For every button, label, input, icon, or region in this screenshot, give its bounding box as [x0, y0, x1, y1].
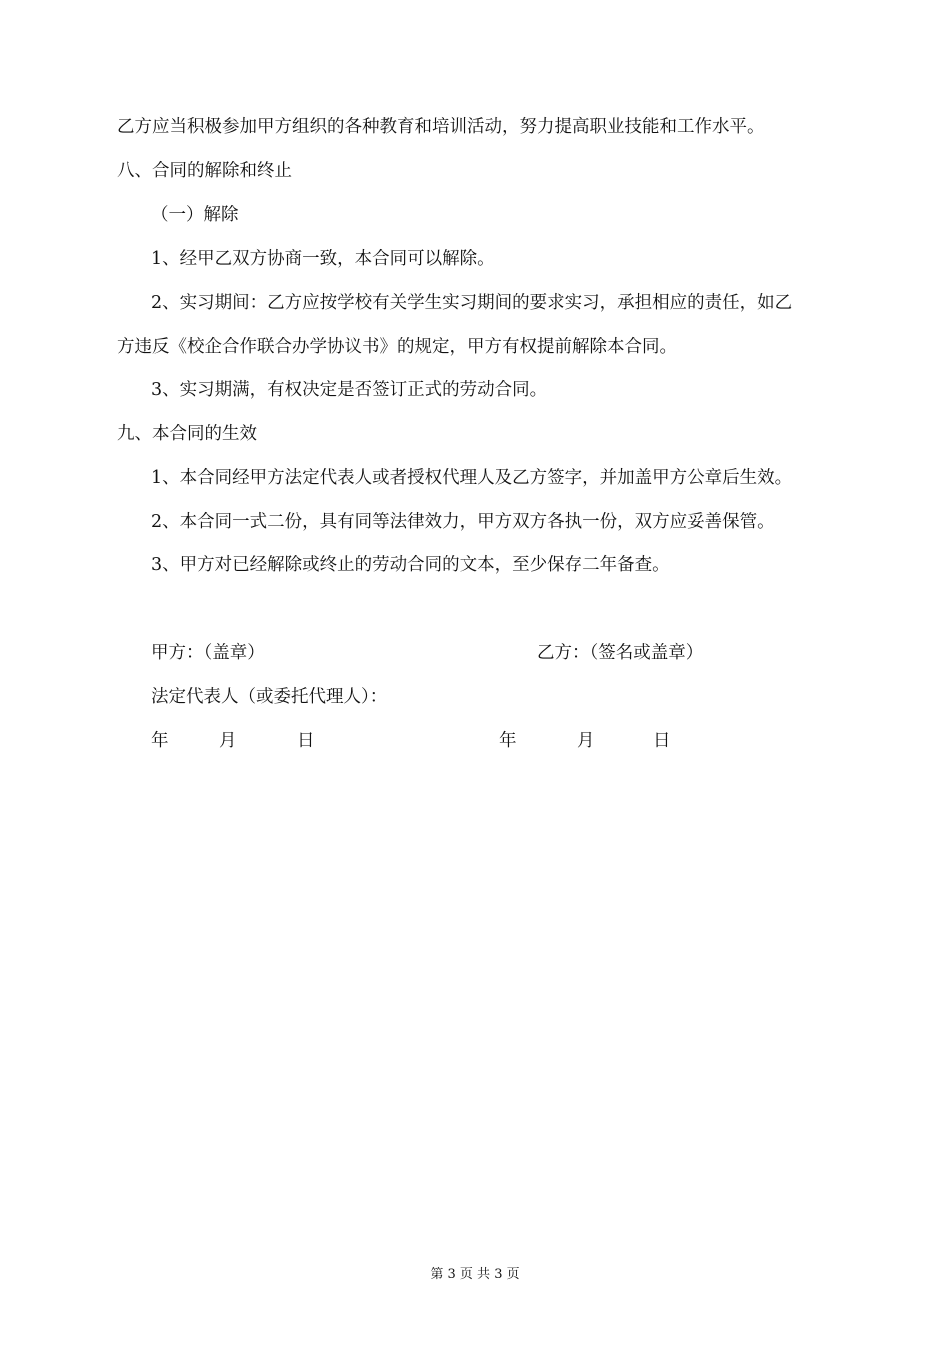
party-b-date-year: 年 [499, 731, 517, 751]
party-a-date-year: 年 [151, 731, 169, 751]
section-8-item-2-line-1: 2、实习期间：乙方应按学校有关学生实习期间的要求实习，承担相应的责任，如乙 [151, 293, 793, 313]
party-b-date-day: 日 [653, 731, 671, 751]
paragraph-continuation: 乙方应当积极参加甲方组织的各种教育和培训活动，努力提高职业技能和工作水平。 [117, 117, 765, 137]
section-9-item-3: 3、甲方对已经解除或终止的劳动合同的文本，至少保存二年备查。 [151, 555, 670, 575]
page-number-footer: 第 3 页 共 3 页 [430, 1267, 520, 1282]
legal-representative-label: 法定代表人（或委托代理人）： [151, 687, 388, 707]
section-9-heading: 九、本合同的生效 [117, 424, 257, 444]
party-b-date-month: 月 [577, 731, 595, 751]
section-8-item-2-line-2: 方违反《校企合作联合办学协议书》的规定，甲方有权提前解除本合同。 [117, 337, 677, 357]
section-9-item-1: 1、本合同经甲方法定代表人或者授权代理人及乙方签字，并加盖甲方公章后生效。 [151, 468, 793, 488]
party-b-signature-label: 乙方：（签名或盖章） [537, 643, 704, 663]
section-8-heading: 八、合同的解除和终止 [117, 161, 292, 181]
section-8-subheading: （一）解除 [151, 205, 239, 225]
party-a-date-month: 月 [219, 731, 237, 751]
section-9-item-2: 2、本合同一式二份，具有同等法律效力，甲方双方各执一份，双方应妥善保管。 [151, 512, 775, 532]
party-a-date-day: 日 [297, 731, 315, 751]
party-a-seal-label: 甲方：（盖章） [151, 643, 265, 663]
section-8-item-3: 3、实习期满，有权决定是否签订正式的劳动合同。 [151, 380, 548, 400]
section-8-item-1: 1、经甲乙双方协商一致，本合同可以解除。 [151, 249, 495, 269]
